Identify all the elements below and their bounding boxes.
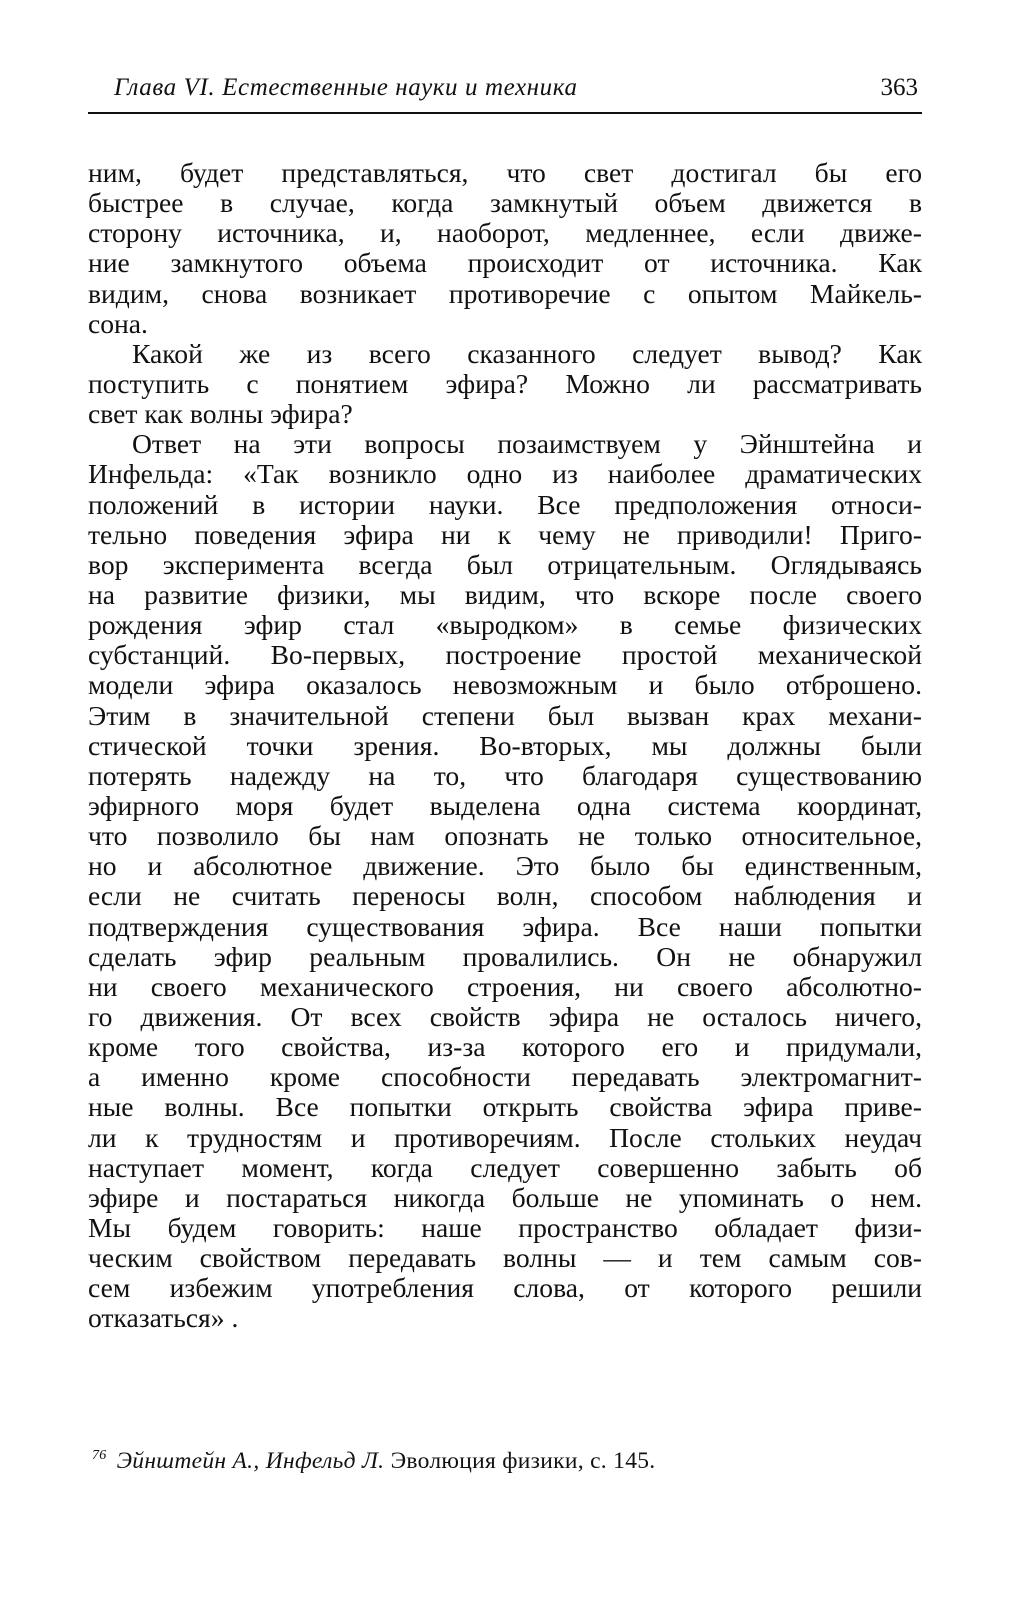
text-line: отказаться» . xyxy=(88,1302,239,1334)
text-line: Этим в значительной степени был вызван крах механи- xyxy=(88,699,922,731)
text-line: сторону источника, и, наоборот, медленнее, если движе- xyxy=(88,217,922,249)
text-line: эфирного моря будет выделена одна система координат, xyxy=(88,789,922,821)
text-line: сем избежим употребления слова, от которого решили xyxy=(88,1272,922,1304)
text-line: рождения эфир стал «выродком» в семье физических xyxy=(88,609,922,641)
text-line: тельно поведения эфира ни к чему не приводили! Приго- xyxy=(88,518,922,550)
page-number: 363 xyxy=(880,74,918,101)
text-line: стической точки зрения. Во-вторых, мы должны были xyxy=(88,729,922,761)
page-header xyxy=(88,74,922,114)
text-line: но и абсолютное движение. Это было бы единственным, xyxy=(88,850,922,882)
footnote-authors: Эйнштейн А., Инфельд Л. xyxy=(116,1448,385,1474)
footnote xyxy=(92,1448,655,1475)
running-title: Глава VI. Естественные науки и техника xyxy=(114,74,578,101)
paragraph xyxy=(88,339,922,429)
text-line: сделать эфир реальным провалились. Он не обнаружил xyxy=(88,940,922,972)
text-line: ные волны. Все попытки открыть свойства эфира приве- xyxy=(88,1091,922,1123)
text-line: Ответ на эти вопросы позаимствуем у Эйнштейна и xyxy=(132,428,922,460)
text-line: кроме того свойства, из-за которого его и придумали, xyxy=(88,1031,922,1063)
paragraph xyxy=(88,429,922,1333)
text-line: видим, снова возникает противоречие с опытом Майкель- xyxy=(88,277,922,309)
text-line: наступает момент, когда следует совершенно забыть об xyxy=(88,1151,922,1183)
text-line: вор эксперимента всегда был отрицательным. Оглядываясь xyxy=(88,548,922,580)
footnote-title: Эволюция физики, с. 145. xyxy=(390,1448,656,1474)
text-line: если не считать переносы волн, способом наблюдения и xyxy=(88,880,922,912)
text-line: на развитие физики, мы видим, что вскоре после своего xyxy=(88,578,922,610)
text-line: свет как волны эфира? xyxy=(88,398,353,430)
book-page xyxy=(88,74,922,1333)
text-line: субстанций. Во-первых, построение простой механической xyxy=(88,639,922,671)
text-line: ческим свойством передавать волны — и тем самым сов- xyxy=(88,1242,922,1274)
text-line: ли к трудностям и противоречиям. После стольких неудач xyxy=(88,1121,922,1153)
text-line: эфире и постараться никогда больше не упоминать о нем. xyxy=(88,1181,922,1213)
text-line: потерять надежду на то, что благодаря существованию xyxy=(88,759,922,791)
text-line: ние замкнутого объема происходит от источника. Как xyxy=(88,247,922,279)
text-line: Инфельда: «Так возникло одно из наиболее драматических xyxy=(88,458,922,490)
main-text xyxy=(88,158,922,1333)
text-line: модели эфира оказалось невозможным и было отброшено. xyxy=(88,669,922,701)
footnote-number: 76 xyxy=(92,1448,107,1464)
text-line: быстрее в случае, когда замкнутый объем движется в xyxy=(88,187,922,219)
text-line: положений в истории науки. Все предположения относи- xyxy=(88,488,922,520)
text-line: ним, будет представляться, что свет достигал бы его xyxy=(88,157,922,188)
text-line: го движения. От всех свойств эфира не осталось ничего, xyxy=(88,1000,922,1032)
text-line: что позволило бы нам опознать не только относительное, xyxy=(88,820,922,852)
text-line: а именно кроме способности передавать электромагнит- xyxy=(88,1061,922,1093)
text-line: поступить с понятием эфира? Можно ли рассматривать xyxy=(88,367,922,399)
text-line: Мы будем говорить: наше пространство обладает физи- xyxy=(88,1211,922,1243)
paragraph xyxy=(88,158,922,339)
text-line: ни своего механического строения, ни своего абсолютно- xyxy=(88,970,922,1002)
text-line: подтверждения существования эфира. Все наши попытки xyxy=(88,910,922,942)
text-line: Какой же из всего сказанного следует вывод? Как xyxy=(132,337,922,369)
text-line: сона. xyxy=(88,307,148,339)
